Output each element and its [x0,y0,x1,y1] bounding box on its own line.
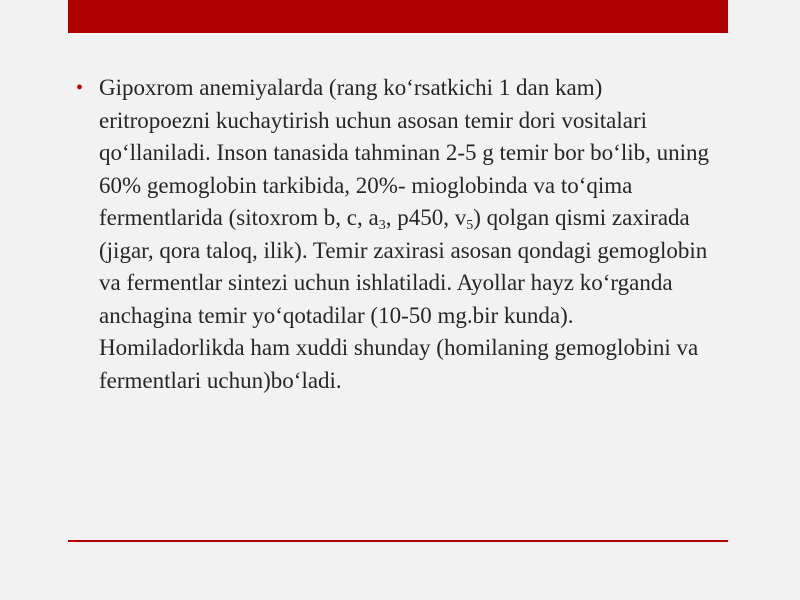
subscript-5: 5 [466,218,474,233]
paragraph-text-part-3: ) qolgan qismi zaxirada (jigar, qora taloq, ilik). Temir zaxirasi asosan qondagi gemoglobin va fermentlar sintezi uchun ishlatiladi. Ayollar hayz ko‘rganda anchagina temir yo‘qotadilar (10-50 mg.bir kunda). Homiladorlikda ham xuddi shunday (homilaning gemoglobini va fermentlari uchun)bo‘ladi. [99,205,708,393]
paragraph-text-part-2: , p450, v [385,205,467,230]
bullet-icon: • [76,77,84,99]
top-accent-bar [68,0,728,33]
bullet-item [76,72,716,397]
bullet-paragraph [99,72,716,397]
slide-body [76,72,716,397]
paragraph-text-part-1: Gipoxrom anemiyalarda (rang ko‘rsatkichi 1 dan kam) eritropoezni kuchaytirish uchun asosan temir dori vositalari qo‘llaniladi. Inson tanasida tahminan 2-5 g temir bor bo‘lib, uning 60% gemoglobin tarkibida, 20%- mioglobinda va to‘qima fermentlarida (sitoxrom b, c, a [99,75,710,230]
subscript-3: 3 [378,218,386,233]
bottom-divider-line [68,540,728,542]
